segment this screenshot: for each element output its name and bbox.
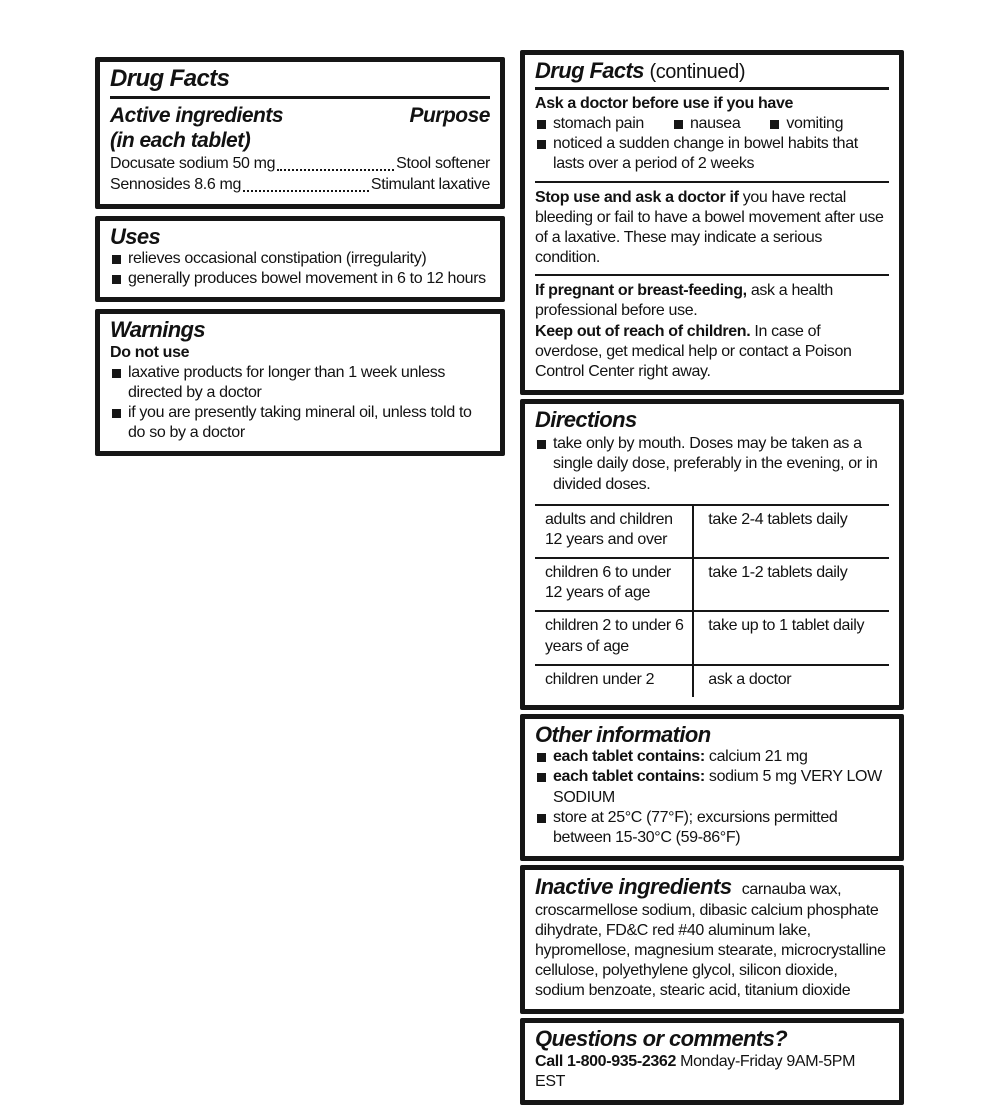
symptom-bullet-row bbox=[535, 114, 889, 134]
questions-box bbox=[520, 1018, 904, 1105]
drug-facts-title-text: Drug Facts bbox=[535, 58, 644, 83]
dose-cell: ask a doctor bbox=[708, 670, 792, 688]
stop-use-paragraph: Stop use and ask a doctor if you have rectal bleeding or fail to have a bowel movement after use of a laxative. These may indicate a serious condition. bbox=[535, 188, 884, 267]
other-info-bullet: store at 25°C (77°F); excursions permitted between 15-30°C (59-86°F) bbox=[535, 808, 889, 848]
bullet-square-icon bbox=[674, 120, 683, 129]
age-cell: children 6 to under 12 years of age bbox=[535, 559, 694, 610]
drug-facts-continued-title bbox=[535, 58, 889, 84]
uses-bullet: generally produces bowel movement in 6 to 12 hours bbox=[110, 269, 490, 289]
symptom-bullet: stomach pain bbox=[535, 114, 644, 134]
ingredient-purpose: Stimulant laxative bbox=[370, 175, 490, 193]
uses-title: Uses bbox=[110, 223, 161, 249]
ingredient-row bbox=[110, 154, 490, 175]
uses-box bbox=[95, 216, 505, 303]
drug-facts-continued-box bbox=[520, 50, 904, 395]
bowel-habits-bullet: noticed a sudden change in bowel habits that lasts over a period of 2 weeks bbox=[535, 134, 889, 174]
bullet-square-icon bbox=[537, 773, 546, 782]
in-each-tablet-heading: (in each tablet) bbox=[110, 128, 251, 152]
drug-facts-title: Drug Facts bbox=[110, 65, 230, 92]
ingredient-name: Docusate sodium 50 mg bbox=[110, 155, 276, 173]
symptom-bullet: nausea bbox=[672, 114, 740, 134]
symptom-bullet: vomiting bbox=[768, 114, 843, 134]
age-cell: children 2 to under 6 years of age bbox=[535, 612, 694, 663]
dose-cell: take 1-2 tablets daily bbox=[708, 564, 848, 582]
active-ingredients-heading: Active ingredients bbox=[110, 103, 284, 127]
phone-number: Call 1-800-935-2362 bbox=[535, 1052, 677, 1070]
age-cell: adults and children 12 years and over bbox=[535, 506, 694, 557]
dotted-leader bbox=[243, 190, 369, 192]
table-row bbox=[535, 612, 889, 665]
ingredient-purpose: Stool softener bbox=[396, 155, 490, 173]
directions-title: Directions bbox=[535, 407, 637, 433]
do-not-use-subheading: Do not use bbox=[110, 343, 190, 361]
other-information-box bbox=[520, 714, 904, 861]
warnings-box bbox=[95, 309, 505, 456]
inactive-ingredients-box bbox=[520, 865, 904, 1015]
continued-suffix: (continued) bbox=[649, 61, 746, 83]
inactive-ingredients-title: Inactive ingredients bbox=[535, 873, 732, 899]
ingredient-name: Sennosides 8.6 mg bbox=[110, 175, 242, 193]
dosage-table bbox=[535, 504, 889, 697]
pregnant-paragraph: If pregnant or breast-feeding, ask a health professional before use. bbox=[535, 282, 833, 320]
keep-out-bold: Keep out of reach of children. bbox=[535, 322, 751, 340]
table-row bbox=[535, 666, 889, 697]
divider bbox=[110, 96, 490, 99]
other-information-title: Other information bbox=[535, 721, 711, 747]
divider bbox=[535, 274, 889, 276]
other-info-bullet: each tablet contains: calcium 21 mg bbox=[535, 747, 889, 767]
other-info-bullet: each tablet contains: sodium 5 mg VERY LOW SODIUM bbox=[535, 767, 889, 807]
pregnant-bold: If pregnant or breast-feeding, bbox=[535, 282, 747, 300]
bullet-square-icon bbox=[112, 255, 121, 264]
drug-facts-left-panel bbox=[95, 57, 505, 463]
bullet-square-icon bbox=[537, 814, 546, 823]
warnings-bullet: if you are presently taking mineral oil, unless told to do so by a doctor bbox=[110, 403, 490, 443]
uses-bullet: relieves occasional constipation (irregularity) bbox=[110, 249, 490, 269]
table-row bbox=[535, 506, 889, 559]
purpose-heading: Purpose bbox=[409, 103, 490, 127]
inactive-ingredients-paragraph: Inactive ingredients carnauba wax, croscarmellose sodium, dibasic calcium phosphate dihydrate, FD&C red #40 aluminum lake, hypromellose, magnesium stearate, microcrystalline cellulose, polyethylene glycol, silicon dioxide, sodium benzoate, stearic acid, titanium dioxide bbox=[535, 873, 886, 1000]
directions-box bbox=[520, 399, 904, 710]
bullet-square-icon bbox=[537, 753, 546, 762]
ingredient-row bbox=[110, 175, 490, 196]
bullet-square-icon bbox=[770, 120, 779, 129]
contains-bold: each tablet contains: bbox=[553, 748, 705, 766]
ask-doctor-heading: Ask a doctor before use if you have bbox=[535, 95, 794, 112]
divider bbox=[535, 87, 889, 90]
questions-title: Questions or comments? bbox=[535, 1026, 788, 1052]
bullet-square-icon bbox=[537, 120, 546, 129]
active-ingredients-box bbox=[95, 57, 505, 209]
divider bbox=[535, 181, 889, 183]
age-cell: children under 2 bbox=[535, 666, 694, 697]
bullet-square-icon bbox=[112, 409, 121, 418]
warnings-title: Warnings bbox=[110, 317, 206, 343]
call-line: Call 1-800-935-2362 Monday-Friday 9AM-5PM EST bbox=[535, 1052, 856, 1090]
dose-cell: take 2-4 tablets daily bbox=[708, 510, 848, 528]
bullet-square-icon bbox=[537, 440, 546, 449]
dotted-leader bbox=[277, 169, 394, 171]
directions-bullet: take only by mouth. Doses may be taken as a single daily dose, preferably in the evening, or in divided doses. bbox=[535, 434, 889, 494]
table-row bbox=[535, 559, 889, 612]
warnings-bullet: laxative products for longer than 1 week unless directed by a doctor bbox=[110, 363, 490, 403]
drug-facts-right-panel bbox=[520, 50, 904, 1109]
contains-bold: each tablet contains: bbox=[553, 768, 705, 786]
bullet-square-icon bbox=[537, 140, 546, 149]
bullet-square-icon bbox=[112, 275, 121, 284]
keep-out-paragraph: Keep out of reach of children. In case of overdose, get medical help or contact a Poison Control Center right away. bbox=[535, 322, 852, 380]
bullet-square-icon bbox=[112, 369, 121, 378]
stop-use-bold: Stop use and ask a doctor if bbox=[535, 188, 739, 206]
dose-cell: take up to 1 tablet daily bbox=[708, 617, 865, 635]
